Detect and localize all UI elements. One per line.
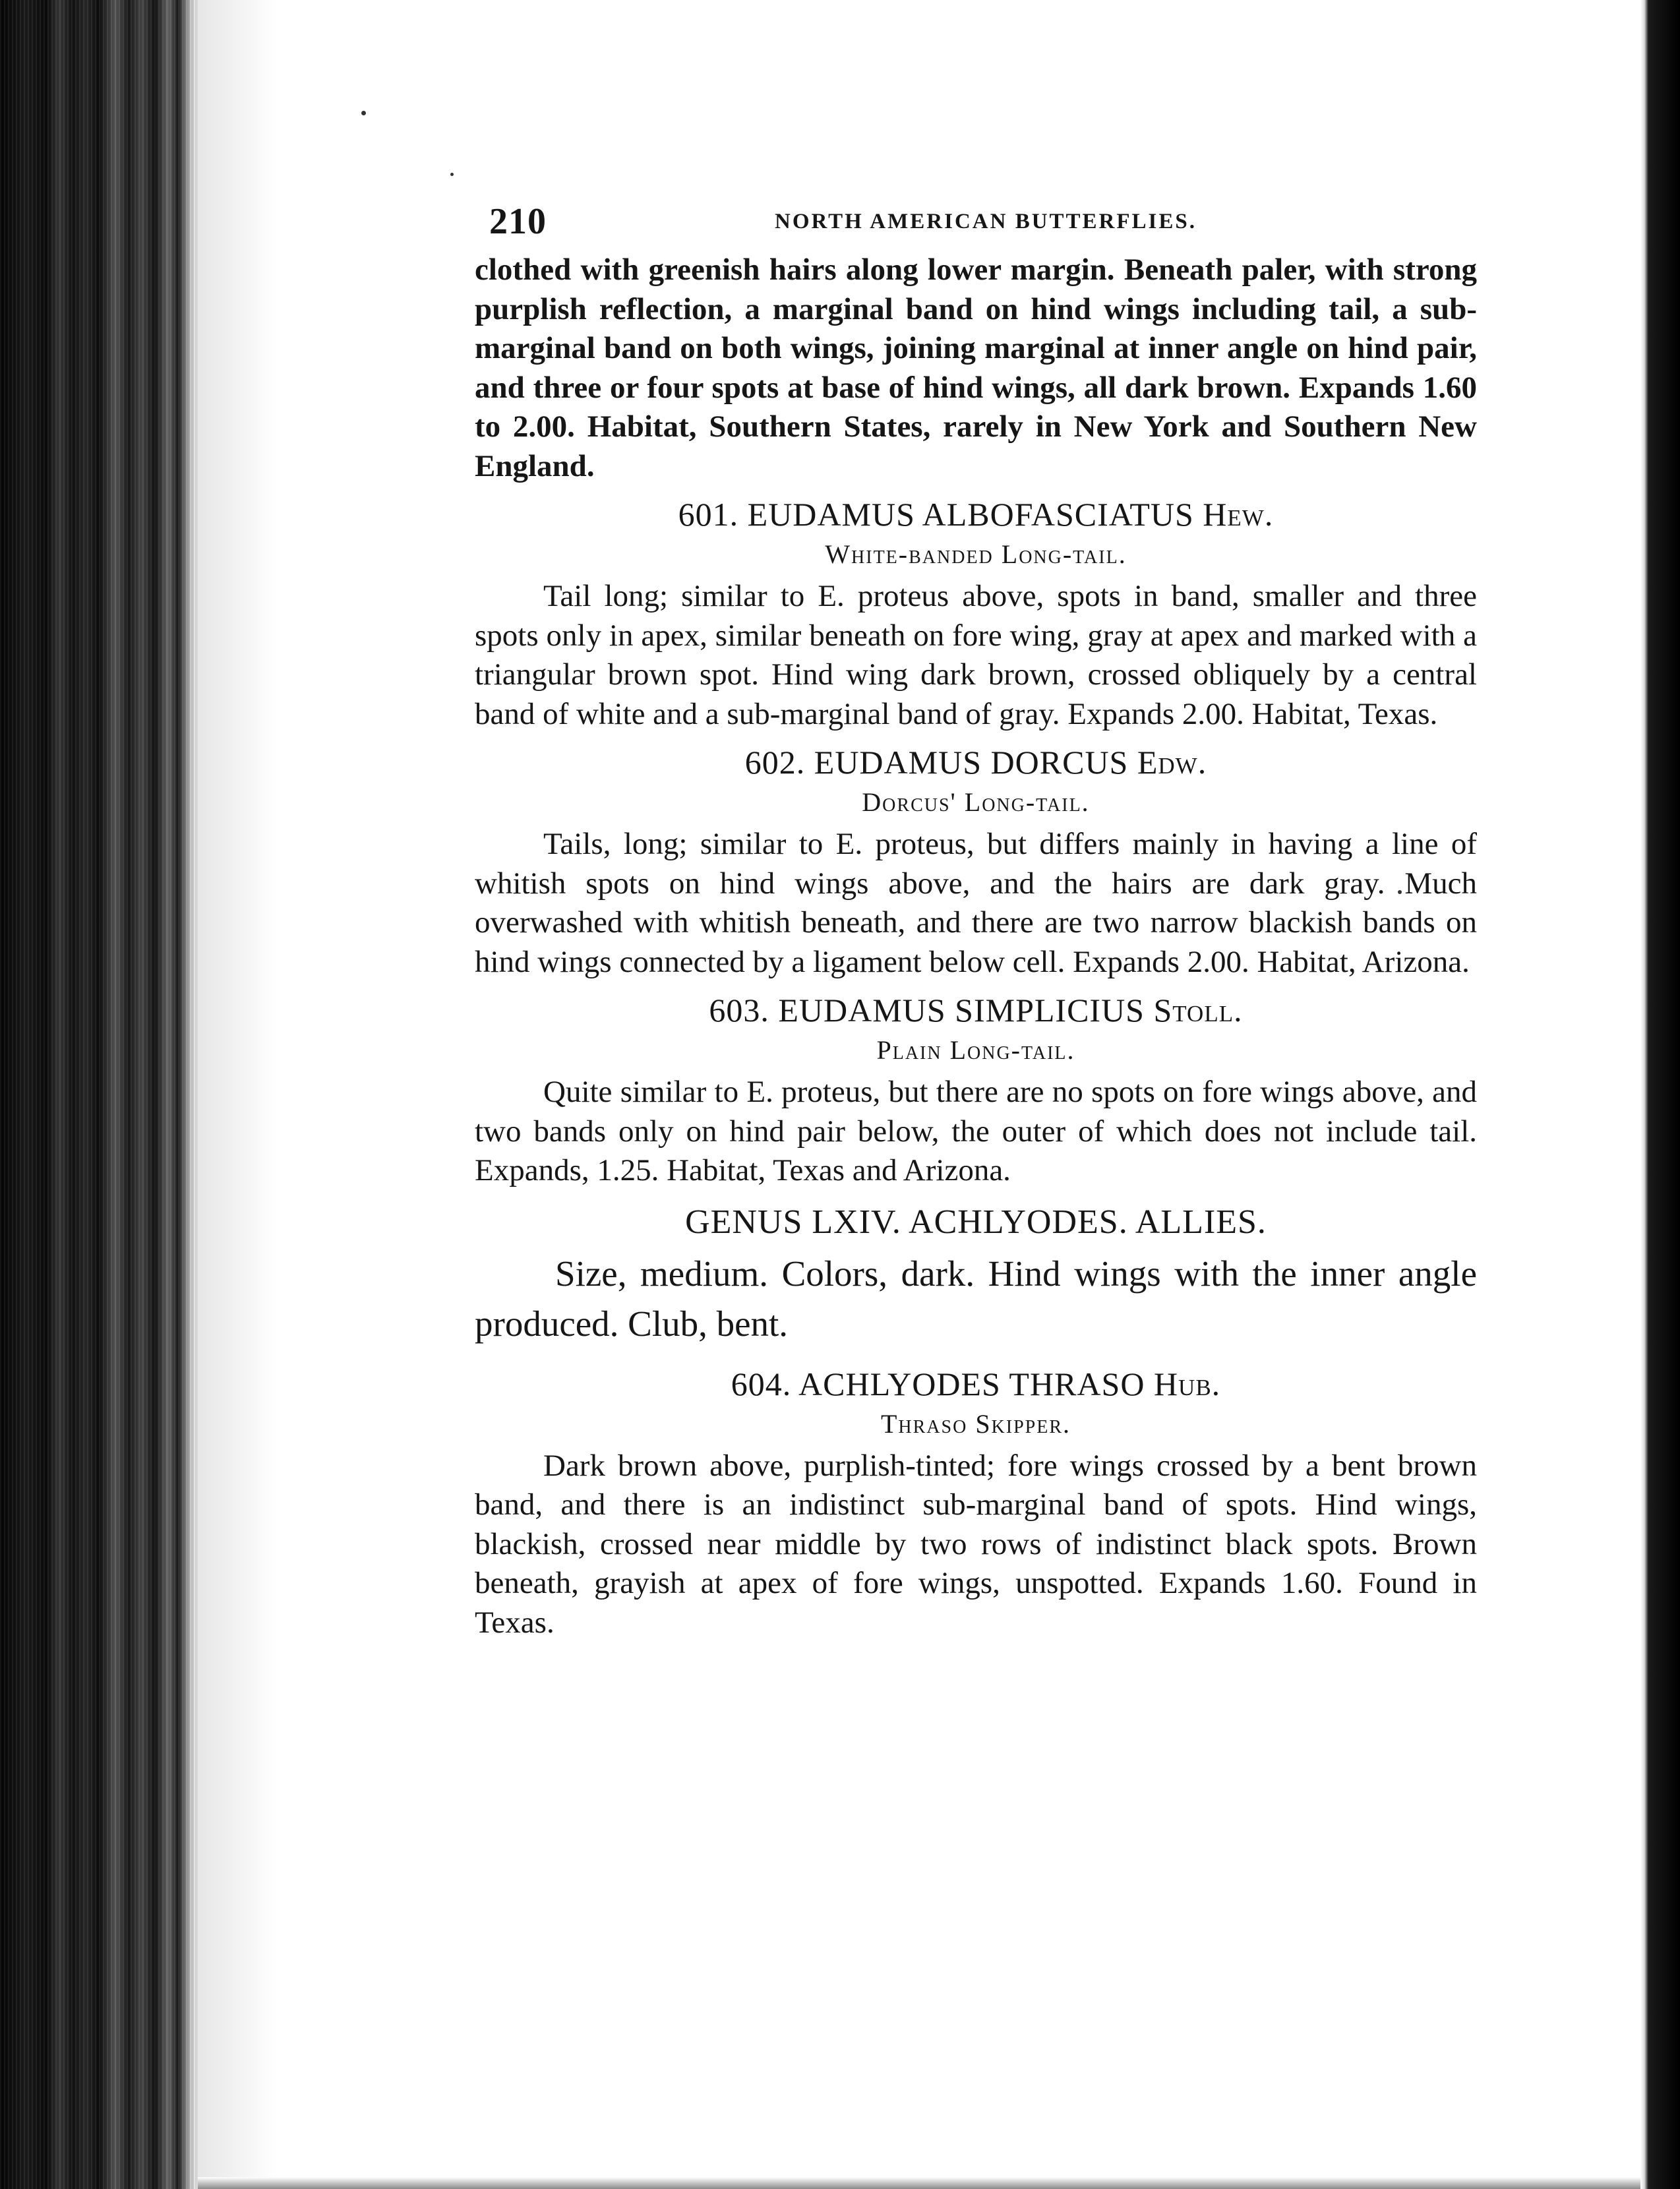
species-name: ACHLYODES THRASO [798,1365,1145,1402]
species-name: EUDAMUS SIMPLICIUS [778,992,1145,1029]
species-description: Dark brown above, purplish-tinted; fore wings crossed by a bent brown band, and there is an indistinct sub-marginal band of spots. Hind wings, blackish, crossed near middle by two rows of indistinct black spots. Brown beneath, grayish at apex of fore wings, unspotted. Expands 1.60. Found in Texas. [475,1448,1477,1640]
species-number: 601. [678,496,739,533]
species-author: Edw. [1137,744,1207,781]
species-author: Stoll. [1153,992,1243,1029]
species-entry [475,494,1477,734]
genus-entry [475,1197,1477,1349]
species-number: 603. [709,992,769,1029]
intro-paragraph: clothed with greenish hairs along lower margin. Beneath paler, with strong purplish reflection, a marginal band on hind wings including tail, a sub-marginal band on both wings, joining marginal at inner angle on hind pair, and three or four spots at base of hind wings, all dark brown. Expands 1.60 to 2.00. Habitat, Southern States, rarely in New York and Southern New England. [475,253,1477,483]
species-number: 604. [731,1365,792,1402]
species-heading [475,742,1477,783]
gutter-shadow [198,0,277,2189]
running-title: NORTH AMERICAN BUTTERFLIES. [775,210,1197,233]
book-page [475,198,1477,1642]
species-heading [475,1364,1477,1404]
species-description: Quite similar to E. proteus, but there are no spots on fore wings above, and two bands only on hind pair below, the outer of which does not include tail. Expands, 1.25. Habitat, Texas and Arizona. [475,1075,1477,1187]
species-heading [475,494,1477,535]
genus-description: Size, medium. Colors, dark. Hind wings with the inner angle produced. Club, bent. [475,1253,1477,1344]
species-entry [475,1364,1477,1643]
page-number: 210 [489,201,547,242]
scan-right-edge [1640,0,1680,2189]
species-common-name: White-banded Long-tail. [825,539,1127,569]
scan-bottom-edge [198,2177,1640,2189]
species-heading [475,990,1477,1031]
page-stack-lines [0,0,198,2189]
scan-speck [450,173,454,176]
species-common-name: Plain Long-tail. [876,1035,1075,1065]
species-author: Hew. [1203,496,1274,533]
species-common-name: Thraso Skipper. [880,1408,1071,1439]
species-description: Tail long; similar to E. proteus above, spots in band, smaller and three spots only in apex, similar beneath on fore wing, gray at apex and marked with a triangular brown spot. Hind wing dark brown, crossed obliquely by a central band of white and a sub-marginal band of gray. Expands 2.00. Habitat, Texas. [475,579,1477,731]
species-name: EUDAMUS ALBOFASCIATUS [747,496,1194,533]
species-entry [475,990,1477,1191]
species-common-name: Dorcus' Long-tail. [862,787,1090,817]
species-description: Tails, long; similar to E. proteus, but differs mainly in having a line of whitish spots on hind wings above, and the hairs are dark gray. Much overwashed with whitish beneath, and there are two narrow blackish bands on hind wings connected by a ligament below cell. Expands 2.00. Habitat, Arizona. [475,827,1477,979]
running-head [475,198,1477,244]
species-name: EUDAMUS DORCUS [814,744,1129,781]
genus-heading: GENUS LXIV. ACHLYODES. ALLIES. [685,1203,1267,1241]
scan-speck [361,111,366,115]
species-entry [475,742,1477,982]
species-number: 602. [744,744,806,781]
species-author: Hub. [1153,1365,1221,1402]
